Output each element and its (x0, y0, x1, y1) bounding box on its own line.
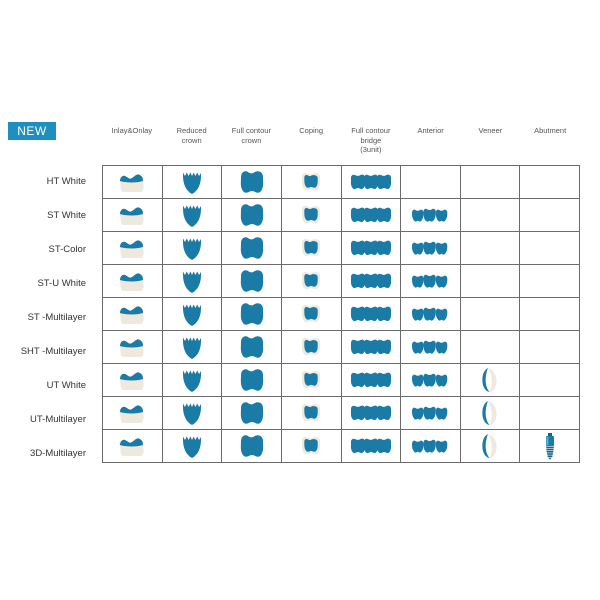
product-indication-table (102, 165, 580, 463)
cell-ht-white-reduced-crown (162, 166, 222, 199)
cell-st-white-veneer (460, 199, 520, 232)
cell-st-color-full-contour-crown (222, 232, 282, 265)
cell-st-u-white-reduced-crown (162, 265, 222, 298)
full-contour-bridge-icon (342, 265, 401, 297)
cell-st-u-white-full-contour-crown (222, 265, 282, 298)
inlay-onlay-icon (103, 232, 162, 264)
column-header-line: crown (241, 135, 262, 145)
full-contour-bridge-icon (342, 331, 401, 363)
cell-ut-multilayer-coping (281, 397, 341, 430)
empty-cell (401, 166, 460, 198)
cell-sht-multilayer-abutment (520, 331, 580, 364)
row-label-column (0, 165, 96, 471)
cell-ut-white-veneer (460, 364, 520, 397)
reduced-crown-icon (163, 331, 222, 363)
full-contour-crown-icon (222, 298, 281, 330)
column-header-line: Anterior (417, 126, 444, 135)
cell-st-color-full-contour-bridge (341, 232, 401, 265)
empty-cell (461, 265, 520, 297)
cell-sht-multilayer-anterior (401, 331, 461, 364)
empty-cell (520, 166, 579, 198)
coping-icon (282, 364, 341, 396)
column-header-row (102, 124, 580, 164)
cell-ut-white-full-contour-crown (222, 364, 282, 397)
cell-st-white-abutment (520, 199, 580, 232)
column-header-veneer (461, 124, 521, 164)
row-label-st-multilayer: ST -Multilayer (27, 312, 86, 323)
column-header-line: Veneer (478, 126, 503, 135)
empty-cell (520, 298, 579, 330)
cell-ut-white-reduced-crown (162, 364, 222, 397)
cell-st-multilayer-full-contour-bridge (341, 298, 401, 331)
column-header-line: Inlay&Onlay (111, 126, 153, 135)
cell-3d-multilayer-veneer (460, 430, 520, 463)
empty-cell (520, 364, 579, 396)
full-contour-crown-icon (222, 397, 281, 429)
coping-icon (282, 397, 341, 429)
reduced-crown-icon (163, 232, 222, 264)
cell-ht-white-inlay-onlay (103, 166, 163, 199)
new-badge: NEW (8, 122, 56, 140)
cell-st-multilayer-coping (281, 298, 341, 331)
full-contour-bridge-icon (342, 397, 401, 429)
anterior-icon (401, 199, 460, 231)
cell-sht-multilayer-inlay-onlay (103, 331, 163, 364)
reduced-crown-icon (163, 430, 222, 462)
empty-cell (461, 232, 520, 264)
cell-ut-multilayer-anterior (401, 397, 461, 430)
full-contour-crown-icon (222, 331, 281, 363)
cell-3d-multilayer-abutment (520, 430, 580, 463)
column-header-reduced-crown (162, 124, 222, 164)
cell-st-color-abutment (520, 232, 580, 265)
cell-ut-white-full-contour-bridge (341, 364, 401, 397)
cell-3d-multilayer-reduced-crown (162, 430, 222, 463)
row-label-st-white: ST White (47, 210, 86, 221)
reduced-crown-icon (163, 166, 222, 198)
cell-ht-white-anterior (401, 166, 461, 199)
full-contour-crown-icon (222, 265, 281, 297)
cell-st-white-full-contour-bridge (341, 199, 401, 232)
cell-sht-multilayer-reduced-crown (162, 331, 222, 364)
anterior-icon (401, 397, 460, 429)
coping-icon (282, 166, 341, 198)
cell-ut-multilayer-full-contour-bridge (341, 397, 401, 430)
cell-ht-white-full-contour-bridge (341, 166, 401, 199)
inlay-onlay-icon (103, 199, 162, 231)
row-label-st-u-white: ST-U White (37, 278, 86, 289)
anterior-icon (401, 265, 460, 297)
cell-st-u-white-full-contour-bridge (341, 265, 401, 298)
cell-ut-multilayer-inlay-onlay (103, 397, 163, 430)
table-row (103, 232, 580, 265)
cell-st-multilayer-full-contour-crown (222, 298, 282, 331)
cell-ut-white-anterior (401, 364, 461, 397)
veneer-icon (461, 397, 520, 429)
cell-st-white-coping (281, 199, 341, 232)
cell-3d-multilayer-coping (281, 430, 341, 463)
cell-st-multilayer-reduced-crown (162, 298, 222, 331)
cell-st-multilayer-anterior (401, 298, 461, 331)
cell-ut-multilayer-veneer (460, 397, 520, 430)
column-header-full-contour-bridge (341, 124, 401, 164)
column-header-inlay-onlay (102, 124, 162, 164)
row-label-ut-white: UT White (46, 380, 86, 391)
anterior-icon (401, 331, 460, 363)
cell-st-color-anterior (401, 232, 461, 265)
coping-icon (282, 298, 341, 330)
coping-icon (282, 265, 341, 297)
cell-sht-multilayer-full-contour-crown (222, 331, 282, 364)
cell-sht-multilayer-full-contour-bridge (341, 331, 401, 364)
inlay-onlay-icon (103, 430, 162, 462)
empty-cell (520, 331, 579, 363)
cell-st-multilayer-veneer (460, 298, 520, 331)
cell-ht-white-veneer (460, 166, 520, 199)
cell-3d-multilayer-inlay-onlay (103, 430, 163, 463)
coping-icon (282, 331, 341, 363)
full-contour-crown-icon (222, 166, 281, 198)
inlay-onlay-icon (103, 331, 162, 363)
cell-st-multilayer-abutment (520, 298, 580, 331)
empty-cell (520, 199, 579, 231)
column-header-line: Coping (299, 126, 324, 135)
table-row (103, 298, 580, 331)
cell-ut-white-abutment (520, 364, 580, 397)
table-row (103, 265, 580, 298)
cell-st-color-reduced-crown (162, 232, 222, 265)
cell-sht-multilayer-coping (281, 331, 341, 364)
anterior-icon (401, 298, 460, 330)
reduced-crown-icon (163, 397, 222, 429)
cell-st-u-white-veneer (460, 265, 520, 298)
full-contour-crown-icon (222, 199, 281, 231)
empty-cell (461, 298, 520, 330)
row-label-ht-white: HT White (46, 176, 86, 187)
inlay-onlay-icon (103, 364, 162, 396)
full-contour-bridge-icon (342, 166, 401, 198)
cell-st-u-white-abutment (520, 265, 580, 298)
reduced-crown-icon (163, 364, 222, 396)
column-header-line: bridge (360, 135, 382, 145)
full-contour-crown-icon (222, 232, 281, 264)
cell-ut-multilayer-reduced-crown (162, 397, 222, 430)
table-row (103, 331, 580, 364)
full-contour-bridge-icon (342, 199, 401, 231)
cell-ut-white-inlay-onlay (103, 364, 163, 397)
empty-cell (461, 199, 520, 231)
cell-st-white-anterior (401, 199, 461, 232)
row-label-sht-multilayer: SHT -Multilayer (20, 346, 86, 357)
column-header-line: (3unit) (360, 145, 382, 154)
full-contour-crown-icon (222, 430, 281, 462)
cell-ut-multilayer-abutment (520, 397, 580, 430)
cell-st-multilayer-inlay-onlay (103, 298, 163, 331)
cell-st-white-inlay-onlay (103, 199, 163, 232)
column-header-abutment (520, 124, 580, 164)
full-contour-crown-icon (222, 364, 281, 396)
table-row (103, 166, 580, 199)
veneer-icon (461, 364, 520, 396)
inlay-onlay-icon (103, 298, 162, 330)
inlay-onlay-icon (103, 397, 162, 429)
anterior-icon (401, 430, 460, 462)
inlay-onlay-icon (103, 265, 162, 297)
reduced-crown-icon (163, 199, 222, 231)
coping-icon (282, 430, 341, 462)
cell-ht-white-abutment (520, 166, 580, 199)
anterior-icon (401, 232, 460, 264)
table-row (103, 430, 580, 463)
empty-cell (520, 397, 579, 429)
column-header-full-contour-crown (222, 124, 282, 164)
coping-icon (282, 232, 341, 264)
row-label-ut-multilayer: UT-Multilayer (30, 414, 86, 425)
empty-cell (461, 331, 520, 363)
cell-st-color-veneer (460, 232, 520, 265)
table-row (103, 364, 580, 397)
cell-st-color-inlay-onlay (103, 232, 163, 265)
empty-cell (520, 232, 579, 264)
full-contour-bridge-icon (342, 232, 401, 264)
cell-st-u-white-coping (281, 265, 341, 298)
empty-cell (461, 166, 520, 198)
cell-ht-white-full-contour-crown (222, 166, 282, 199)
cell-3d-multilayer-full-contour-crown (222, 430, 282, 463)
full-contour-bridge-icon (342, 364, 401, 396)
cell-ut-multilayer-full-contour-crown (222, 397, 282, 430)
column-header-line: Abutment (534, 126, 567, 135)
reduced-crown-icon (163, 298, 222, 330)
column-header-line: Full contour (351, 126, 391, 135)
inlay-onlay-icon (103, 166, 162, 198)
cell-sht-multilayer-veneer (460, 331, 520, 364)
table-body (103, 166, 580, 463)
cell-st-color-coping (281, 232, 341, 265)
reduced-crown-icon (163, 265, 222, 297)
cell-st-u-white-anterior (401, 265, 461, 298)
veneer-icon (461, 430, 520, 462)
cell-3d-multilayer-anterior (401, 430, 461, 463)
abutment-icon (520, 430, 579, 462)
cell-st-white-full-contour-crown (222, 199, 282, 232)
empty-cell (520, 265, 579, 297)
cell-st-white-reduced-crown (162, 199, 222, 232)
anterior-icon (401, 364, 460, 396)
cell-st-u-white-inlay-onlay (103, 265, 163, 298)
column-header-coping (281, 124, 341, 164)
row-label-3d-multilayer: 3D-Multilayer (30, 448, 86, 459)
coping-icon (282, 199, 341, 231)
table-row (103, 397, 580, 430)
cell-ht-white-coping (281, 166, 341, 199)
table-row (103, 199, 580, 232)
column-header-line: Full contour (231, 126, 271, 135)
cell-3d-multilayer-full-contour-bridge (341, 430, 401, 463)
cell-ut-white-coping (281, 364, 341, 397)
full-contour-bridge-icon (342, 430, 401, 462)
column-header-anterior (401, 124, 461, 164)
full-contour-bridge-icon (342, 298, 401, 330)
row-label-st-color: ST-Color (48, 244, 86, 255)
column-header-line: Reduced (176, 126, 207, 135)
column-header-line: crown (181, 135, 202, 145)
